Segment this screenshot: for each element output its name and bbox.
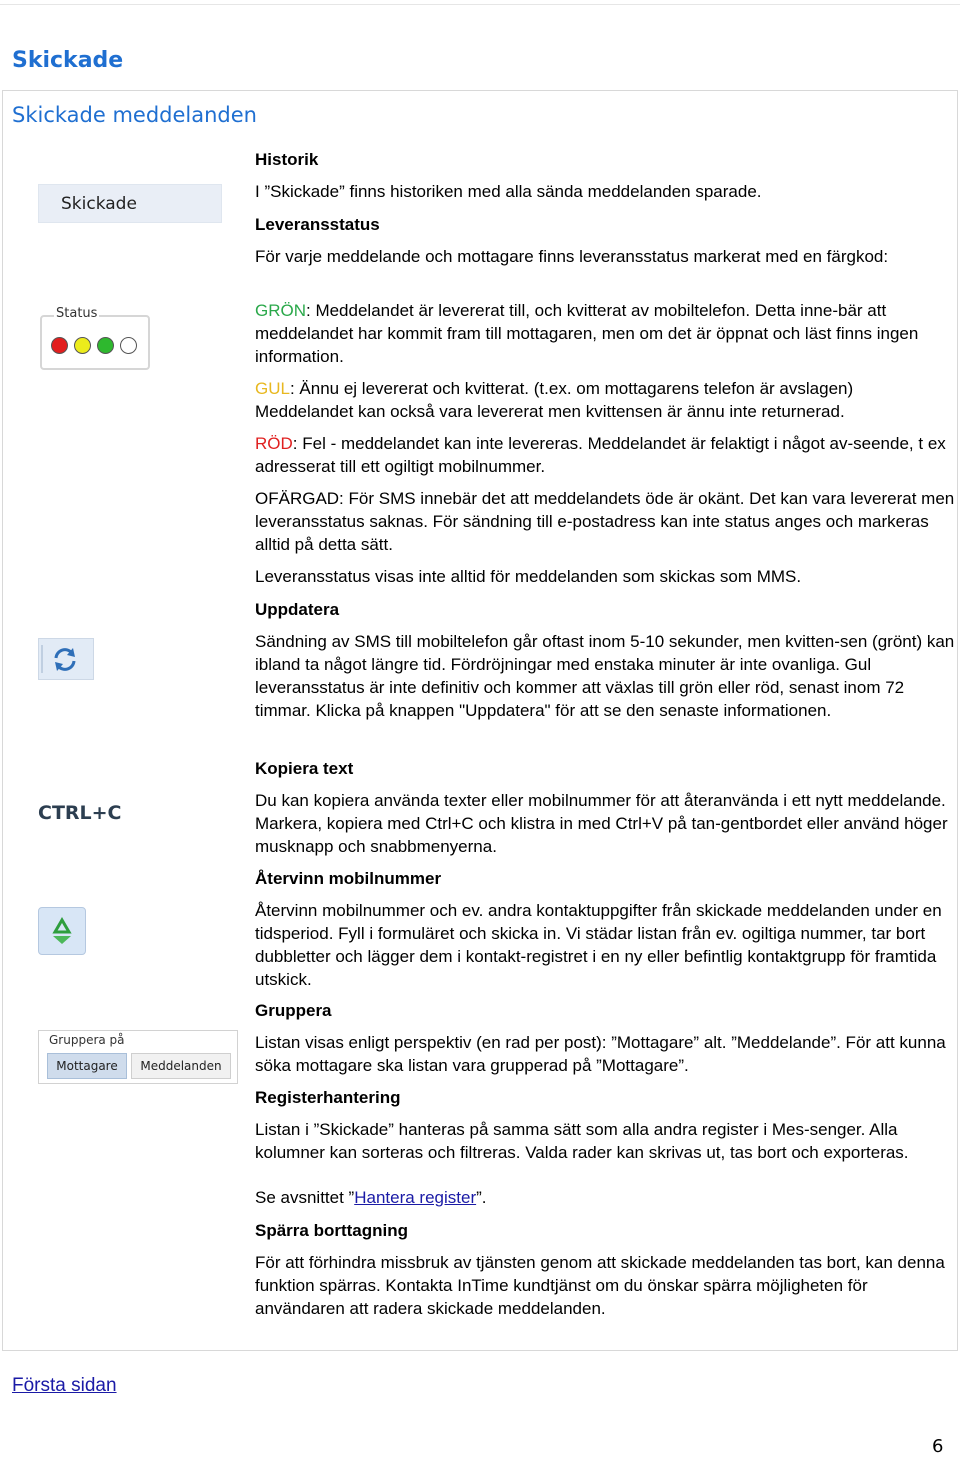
status-yellow-label: GUL: [255, 379, 290, 398]
ctrl-c-image: CTRL+C: [38, 802, 122, 824]
kopiera-heading: Kopiera text: [255, 759, 354, 778]
status-red-label: RÖD: [255, 434, 293, 453]
skickade-button-image: [38, 184, 222, 223]
status-image-label: Status: [56, 306, 98, 321]
status-yellow-text: : Ännu ej levererat och kvitterat. (t.ex. om mottagarens telefon är avslagen) Meddelandet kan också vara levererat men kvittensen är ännu inte returnerad.: [255, 379, 854, 421]
recycle-icon: [38, 907, 86, 955]
page-number: 6: [932, 1436, 944, 1457]
mms-text: Leveransstatus visas inte alltid för meddelanden som skickas som MMS.: [255, 567, 802, 586]
leveransstatus-heading: Leveransstatus: [255, 215, 380, 234]
status-dot-green: [97, 337, 114, 354]
status-yellow-paragraph: [255, 377, 955, 423]
section-title: Skickade meddelanden: [12, 103, 257, 127]
sparra-text: För att förhindra missbruk av tjänsten genom att skickade meddelanden tas bort, kan denna funktion spärras. Kontakta InTime kundtjänst om du önskar spärra möjligheten för användaren att radera skickade meddelanden.: [255, 1253, 945, 1318]
atervinn-heading: Återvinn mobilnummer: [255, 869, 442, 888]
status-green-label: GRÖN: [255, 301, 306, 320]
status-dot-red: [51, 337, 68, 354]
page-title: Skickade: [12, 48, 124, 73]
group-message-button: Meddelanden: [131, 1053, 231, 1079]
skickade-image-label: Skickade: [61, 194, 137, 214]
status-image: [38, 302, 152, 372]
gruppera-text: Listan visas enligt perspektiv (en rad per post): ”Mottagare” alt. ”Meddelande”. För att kunna söka mottagare ska listan vara grupperad på ”Mottagare”.: [255, 1033, 946, 1075]
see-prefix: Se avsnittet ”: [255, 1188, 355, 1207]
historik-text: I ”Skickade” finns historiken med alla sända meddelanden sparade.: [255, 182, 762, 201]
uppdatera-heading: Uppdatera: [255, 600, 340, 619]
gruppera-heading: Gruppera: [255, 1001, 332, 1020]
status-dot-blank: [120, 337, 137, 354]
kopiera-text: Du kan kopiera använda texter eller mobilnummer för att återanvända i ett nytt meddelande. Markera, kopiera med Ctrl+C och klistra in med Ctrl+V på tan-gentbordet eller använd höger musknapp och snabbmenyerna.: [255, 791, 948, 856]
refresh-icon: [38, 638, 94, 680]
uppdatera-text: Sändning av SMS till mobiltelefon går oftast inom 5-10 sekunder, men kvitten-sen (grönt) kan ibland ta något längre tid. Fördröjningar med enstaka minuter är inte ovanliga. Gul leveransstatus är inte definitiv och kommer att växlas till grön eller röd, senast inom 72 timmar. Klicka på knappen "Uppdatera" för att se den senaste informationen.: [255, 632, 955, 720]
group-by-image: [38, 1030, 238, 1084]
see-suffix: ”.: [476, 1188, 487, 1207]
status-uncolored-text: OFÄRGAD: För SMS innebär det att meddelandets öde är okänt. Det kan vara levererat men leveransstatus saknas. För sändning till e-postadress kan inte status anges och markeras alltid på detta sätt.: [255, 489, 955, 554]
sparra-heading: Spärra borttagning: [255, 1221, 409, 1240]
historik-heading: Historik: [255, 150, 319, 169]
status-dot-yellow: [74, 337, 91, 354]
status-red-text: : Fel - meddelandet kan inte levereras. Meddelandet är felaktigt i något av-seende, t ex adresserat till ett ogiltigt mobilnummer.: [255, 434, 946, 476]
registerhantering-see: [255, 1186, 955, 1209]
atervinn-text: Återvinn mobilnummer och ev. andra kontaktuppgifter från skickade meddelanden under en tidsperiod. Fyll i formuläret och skicka in. Vi städar listan från ev. ogiltiga nummer, tar bort dubbletter och lägger dem i kontakt-registret i en ny eller befintlig kontaktgrupp för framtida utskick.: [255, 901, 942, 989]
registerhantering-heading: Registerhantering: [255, 1088, 401, 1107]
leveransstatus-text: För varje meddelande och mottagare finns leveransstatus markerat med en färgkod:: [255, 247, 889, 266]
hantera-register-link[interactable]: Hantera register: [354, 1188, 477, 1207]
first-page-link[interactable]: Första sidan: [12, 1375, 117, 1396]
top-rule: [0, 4, 960, 5]
registerhantering-text: Listan i ”Skickade” hanteras på samma sätt som alla andra register i Mes-senger. Alla kolumner kan sorteras och filtreras. Valda rader kan skrivas ut, tas bort och exporteras.: [255, 1120, 909, 1162]
group-recipient-button: Mottagare: [47, 1053, 127, 1079]
status-green-paragraph: [255, 299, 955, 368]
group-image-label: Gruppera på: [49, 1033, 125, 1047]
status-red-paragraph: [255, 432, 955, 478]
status-green-text: : Meddelandet är levererat till, och kvitterat av mobiltelefon. Detta inne-bär att meddelandet har kommit fram till mottagaren, men om det är öppnat och läst finns ingen information.: [255, 301, 919, 366]
